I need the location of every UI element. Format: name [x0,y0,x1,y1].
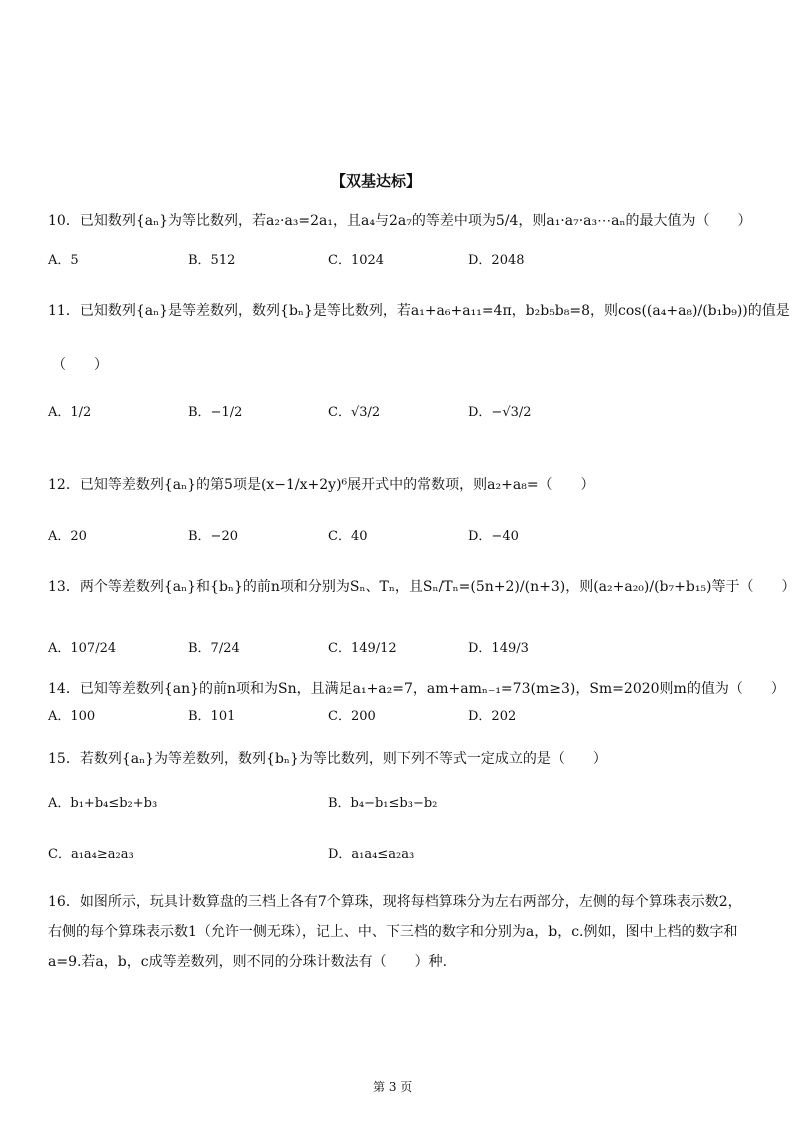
q11-option-a: A．1/2 [48,405,92,420]
section-title: 【双基达标】 [331,172,422,190]
q13-option-c: C．149/12 [328,641,397,656]
q12-option-a: A．20 [48,529,87,544]
q10-option-c: C．1024 [328,253,385,268]
q13-option-d: D．149/3 [468,641,529,656]
q14-option-b: B．101 [188,709,236,724]
question-16-line-1: 16．如图所示，玩具计数算盘的三档上各有7个算珠，现将每档算珠分为左右两部分，左侧的每个算珠表示数2， [48,894,742,910]
question-14-stem: 14．已知等差数列{an}的前n项和为Sn，且满足a₁+a₂=7，am+amₙ₋₁=73(m≥3)，Sm=2020则m的值为（ ） [48,681,785,697]
q15-option-c: C．a₁a₄≥a₂a₃ [48,847,134,862]
q13-option-a: A．107/24 [48,641,117,656]
q15-option-b: B．b₄−b₁≤b₃−b₂ [328,796,438,811]
q11-option-b: B．−1/2 [188,405,243,420]
question-11-stem: 11．已知数列{aₙ}是等差数列，数列{bₙ}是等比数列，若a₁+a₆+a₁₁=4π，b₂b₅b₈=8，则cos((a₄+a₈)/(b₁b₉))的值是 [48,303,790,319]
page-number: 第 3 页 [373,1080,413,1094]
question-10-stem: 10．已知数列{aₙ}为等比数列，若a₂·a₃=2a₁，且a₄与2a₇的等差中项为5/4，则a₁·a₇·a₃⋯aₙ的最大值为（ ） [48,213,752,229]
question-11-paren: （ ） [52,357,108,373]
q14-option-c: C．200 [328,709,376,724]
q14-option-d: D．202 [468,709,517,724]
q10-option-b: B．512 [188,253,236,268]
q10-option-d: D．2048 [468,253,525,268]
q14-option-a: A．100 [48,709,96,724]
q12-option-b: B．−20 [188,529,238,544]
question-12-stem: 12．已知等差数列{aₙ}的第5项是(x−1/x+2y)⁶展开式中的常数项，则a₂+a₈=（ ） [48,477,595,493]
q15-option-d: D．a₁a₄≤a₂a₃ [328,847,415,862]
q10-option-a: A．5 [48,253,79,268]
q12-option-c: C．40 [328,529,368,544]
question-13-stem: 13．两个等差数列{aₙ}和{bₙ}的前n项和分别为Sₙ、Tₙ，且Sₙ/Tₙ=(5n+2)/(n+3)，则(a₂+a₂₀)/(b₇+b₁₅)等于（ ） [48,579,796,595]
q11-option-c: C．√3/2 [328,405,381,420]
question-15-stem: 15．若数列{aₙ}为等差数列，数列{bₙ}为等比数列，则下列不等式一定成立的是（ ） [48,751,607,767]
q11-option-d: D．−√3/2 [468,405,532,420]
q13-option-b: B．7/24 [188,641,240,656]
question-16-line-2: 右侧的每个算珠表示数1（允许一侧无珠），记上、中、下三档的数字和分别为a，b，c.例如，图中上档的数字和 [48,924,738,940]
q12-option-d: D．−40 [468,529,519,544]
question-16-line-3: a=9.若a，b，c成等差数列，则不同的分珠计数法有（ ）种. [48,954,448,970]
q15-option-a: A．b₁+b₄≤b₂+b₃ [48,796,158,811]
